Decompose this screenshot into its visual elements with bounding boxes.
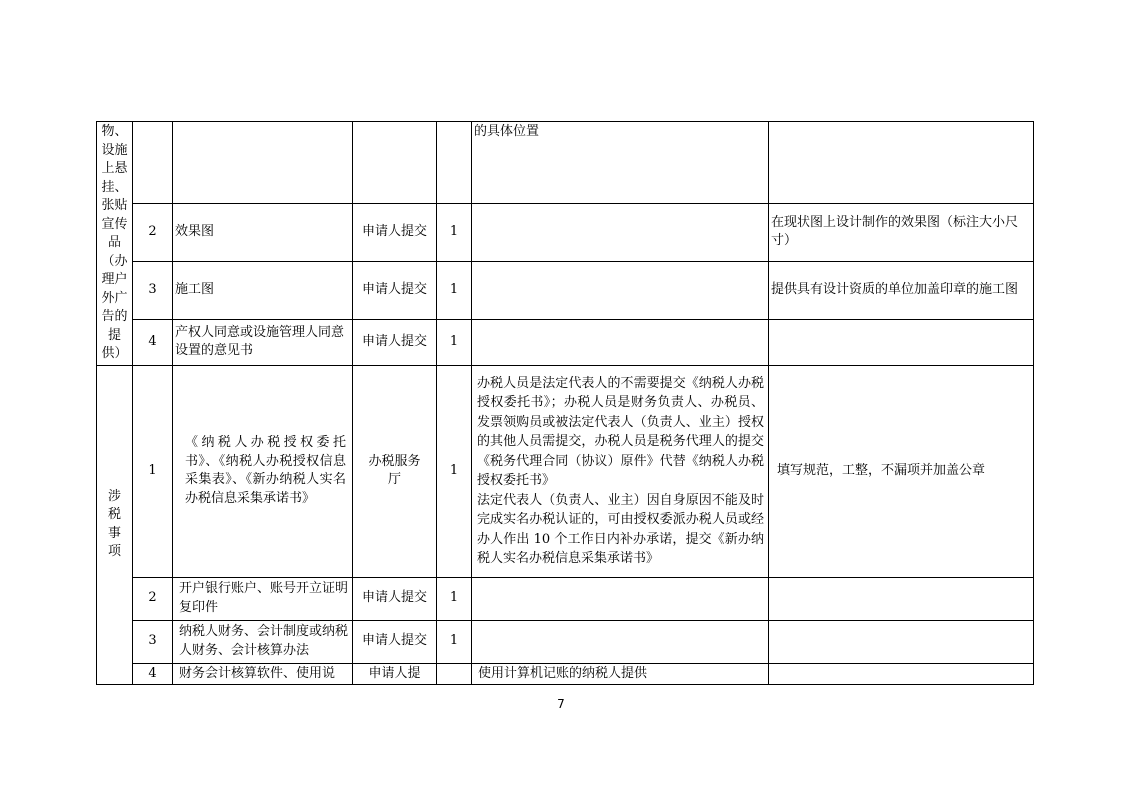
material-name: 开户银行账户、账号开立证明复印件 — [173, 577, 353, 620]
table-row — [97, 203, 1034, 261]
material-name: 产权人同意或设施管理人同意设置的意见书 — [173, 319, 353, 365]
material-standard — [472, 577, 769, 620]
row-number — [133, 122, 173, 204]
material-standard: 办税人员是法定代表人的不需要提交《纳税人办税授权委托书》；办税人员是财务负责人、办税员、发票领购员或被法定代表人（负责人、业主）授权的其他人员需提交，办税人员是税务代理人的提交《税务代理合同（协议）原件》代替《纳税人办税授权委托书》 法定代表人（负责人、业主）因自身原因不能及时完成实名办税认证的，可由授权委派办税人员或经办人作出 10 个工作日内补办承诺，提交《新办纳税人实名办税信息采集承诺书》 — [472, 365, 769, 577]
material-source: 申请人提交 — [353, 620, 437, 663]
material-name: 纳税人财务、会计制度或纳税人财务、会计核算办法 — [173, 620, 353, 663]
row-number: 4 — [133, 319, 173, 365]
material-note — [769, 319, 1034, 365]
material-note — [769, 663, 1034, 685]
material-source: 申请人提交 — [353, 577, 437, 620]
table-row — [97, 319, 1034, 365]
material-source: 申请人提交 — [353, 319, 437, 365]
material-source: 申请人提交 — [353, 203, 437, 261]
row-number: 2 — [133, 203, 173, 261]
row-number: 1 — [133, 365, 173, 577]
material-name — [173, 122, 353, 204]
material-count: 1 — [437, 261, 472, 319]
row-number: 3 — [133, 261, 173, 319]
page-number: 7 — [557, 697, 565, 711]
material-count: 1 — [437, 577, 472, 620]
material-standard — [472, 261, 769, 319]
material-note — [769, 122, 1034, 204]
material-count — [437, 122, 472, 204]
material-note: 填写规范，工整，不漏项并加盖公章 — [769, 365, 1034, 577]
material-standard — [472, 620, 769, 663]
row-number: 3 — [133, 620, 173, 663]
material-source — [353, 122, 437, 204]
material-count — [437, 663, 472, 685]
material-count: 1 — [437, 620, 472, 663]
material-note — [769, 620, 1034, 663]
material-standard: 使用计算机记账的纳税人提供 — [472, 663, 769, 685]
category-cell: 涉税事项 — [97, 365, 133, 685]
material-standard — [472, 203, 769, 261]
material-source: 申请人提交 — [353, 261, 437, 319]
material-standard: 的具体位置 — [472, 122, 769, 204]
material-source: 办税服务厅 — [353, 365, 437, 577]
materials-table — [96, 121, 1034, 685]
material-note: 提供具有设计资质的单位加盖印章的施工图 — [769, 261, 1034, 319]
table-row — [97, 663, 1034, 685]
material-count: 1 — [437, 365, 472, 577]
table-row — [97, 620, 1034, 663]
material-name: 效果图 — [173, 203, 353, 261]
table-row — [97, 261, 1034, 319]
material-count: 1 — [437, 203, 472, 261]
material-source: 申请人提 — [353, 663, 437, 685]
row-number: 4 — [133, 663, 173, 685]
material-name: 施工图 — [173, 261, 353, 319]
material-name: 财务会计核算软件、使用说 — [173, 663, 353, 685]
table-row — [97, 365, 1034, 577]
row-number: 2 — [133, 577, 173, 620]
material-note: 在现状图上设计制作的效果图（标注大小尺寸） — [769, 203, 1034, 261]
table-row — [97, 577, 1034, 620]
material-count: 1 — [437, 319, 472, 365]
material-standard — [472, 319, 769, 365]
material-note — [769, 577, 1034, 620]
table-row — [97, 122, 1034, 204]
category-cell: 物、设施上悬挂、张贴宣传品（办理户外广告的提供） — [97, 122, 133, 366]
material-name: 《纳税人办税授权委托书》、《纳税人办税授权信息采集表》、《新办纳税人实名办税信息采集承诺书》 — [173, 365, 353, 577]
